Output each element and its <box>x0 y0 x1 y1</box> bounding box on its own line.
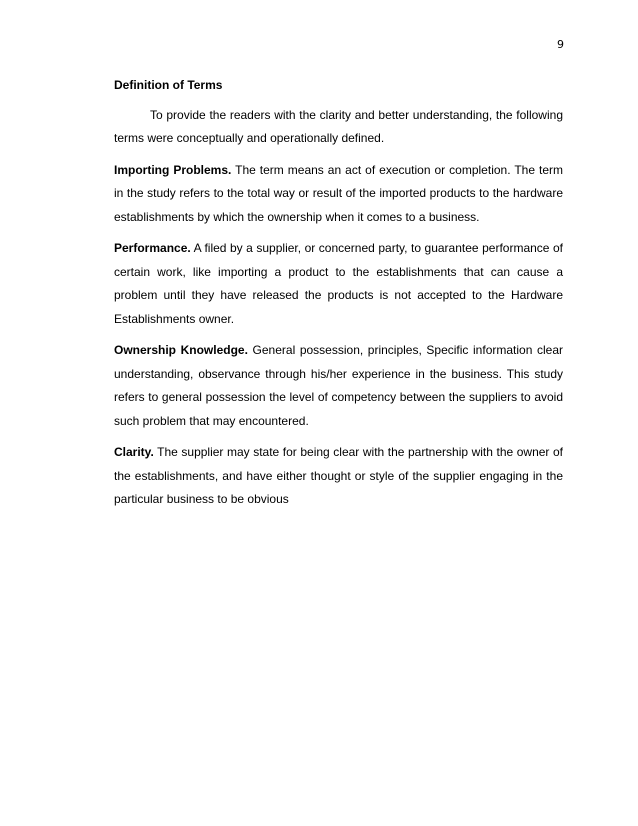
section-heading: Definition of Terms <box>114 78 223 92</box>
term-paragraph-performance <box>114 237 563 331</box>
term-label: Clarity. <box>114 445 154 459</box>
term-definition: The supplier may state for being clear with the partnership with the owner of the establishments, and have either thought or style of the supplier engaging in the particular business to be obvious <box>114 445 564 506</box>
term-label: Ownership Knowledge. <box>114 343 248 357</box>
term-definition: General possession, principles, Specific information clear understanding, observance through his/her experience in the business. This study refers to general possession the level of competency between the suppliers to avoid such problem that may encountered. <box>114 343 563 428</box>
term-label: Performance. <box>114 241 191 255</box>
page-number: 9 <box>557 38 564 51</box>
document-body <box>114 74 563 520</box>
term-definition: A filed by a supplier, or concerned party, to guarantee performance of certain work, like importing a product to the establishments that can cause a problem until they have released the products is not accepted to the Hardware Establishments owner. <box>114 241 563 326</box>
term-definition: The term means an act of execution or completion. The term in the study refers to the total way or result of the imported products to the hardware establishments by which the ownership when it comes to a business. <box>114 162 563 224</box>
intro-paragraph: To provide the readers with the clarity and better understanding, the following terms were conceptually and operationally defined. <box>114 107 563 145</box>
term-paragraph-clarity <box>114 441 563 512</box>
term-paragraph-importing-problems <box>114 159 563 230</box>
term-paragraph-ownership-knowledge <box>114 339 563 433</box>
term-label: Importing Problems. <box>114 162 232 177</box>
